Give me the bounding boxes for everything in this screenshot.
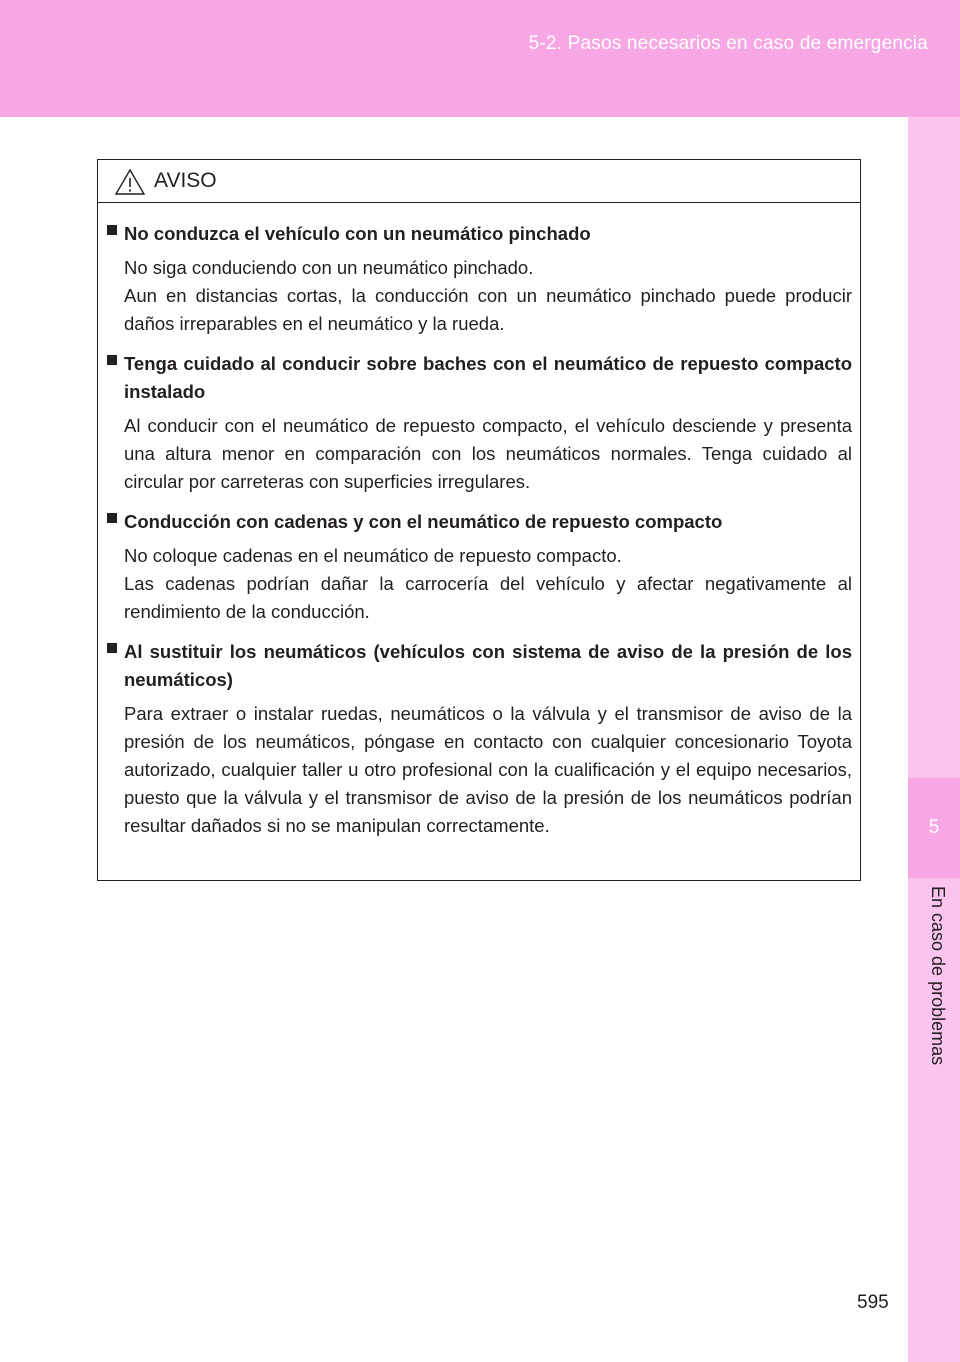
warning-section bbox=[98, 350, 860, 496]
square-bullet-icon bbox=[107, 513, 117, 523]
header-band bbox=[0, 0, 960, 117]
square-bullet-icon bbox=[107, 225, 117, 235]
section-heading: Conducción con cadenas y con el neumático de repuesto compacto bbox=[124, 511, 723, 532]
section-text: No siga conduciendo con un neumático pinchado. bbox=[124, 257, 534, 278]
chapter-number: 5 bbox=[908, 778, 960, 878]
warning-triangle-icon bbox=[114, 168, 146, 196]
section-text: Las cadenas podrían dañar la carrocería del vehículo y afectar negativamente al rendimiento de la conducción. bbox=[124, 573, 852, 622]
warning-box bbox=[97, 159, 861, 881]
chapter-side-tab bbox=[908, 117, 960, 1362]
square-bullet-icon bbox=[107, 643, 117, 653]
square-bullet-icon bbox=[107, 355, 117, 365]
section-heading: Al sustituir los neumáticos (vehículos con sistema de aviso de la presión de los neumáticos) bbox=[124, 641, 852, 690]
warning-header bbox=[98, 160, 860, 203]
section-title: 5-2. Pasos necesarios en caso de emergencia bbox=[528, 33, 928, 54]
warning-label: AVISO bbox=[154, 169, 217, 192]
warning-content bbox=[98, 202, 860, 840]
warning-section bbox=[98, 638, 860, 840]
chapter-label: En caso de problemas bbox=[928, 886, 948, 1066]
section-heading: Tenga cuidado al conducir sobre baches con el neumático de repuesto compacto instalado bbox=[124, 353, 852, 402]
warning-section bbox=[98, 508, 860, 626]
page-number: 595 bbox=[857, 1292, 889, 1313]
section-text: No coloque cadenas en el neumático de repuesto compacto. bbox=[124, 545, 622, 566]
warning-section bbox=[98, 220, 860, 338]
section-text: Para extraer o instalar ruedas, neumáticos o la válvula y el transmisor de aviso de la presión de los neumáticos, póngase en contacto con cualquier concesionario Toyota autorizado, cualquier taller u otro profesional con la cualificación y el equipo necesarios, puesto que la válvula y el transmisor de aviso de la presión de los neumáticos podrían resultar dañados si no se manipulan correctamente. bbox=[124, 703, 852, 836]
section-text: Aun en distancias cortas, la conducción con un neumático pinchado puede producir daños irreparables en el neumático y la rueda. bbox=[124, 285, 852, 334]
section-text: Al conducir con el neumático de repuesto compacto, el vehículo desciende y presenta una altura menor en comparación con los neumáticos normales. Tenga cuidado al circular por carreteras con superficies irregulares. bbox=[124, 415, 852, 492]
section-heading: No conduzca el vehículo con un neumático pinchado bbox=[124, 223, 591, 244]
